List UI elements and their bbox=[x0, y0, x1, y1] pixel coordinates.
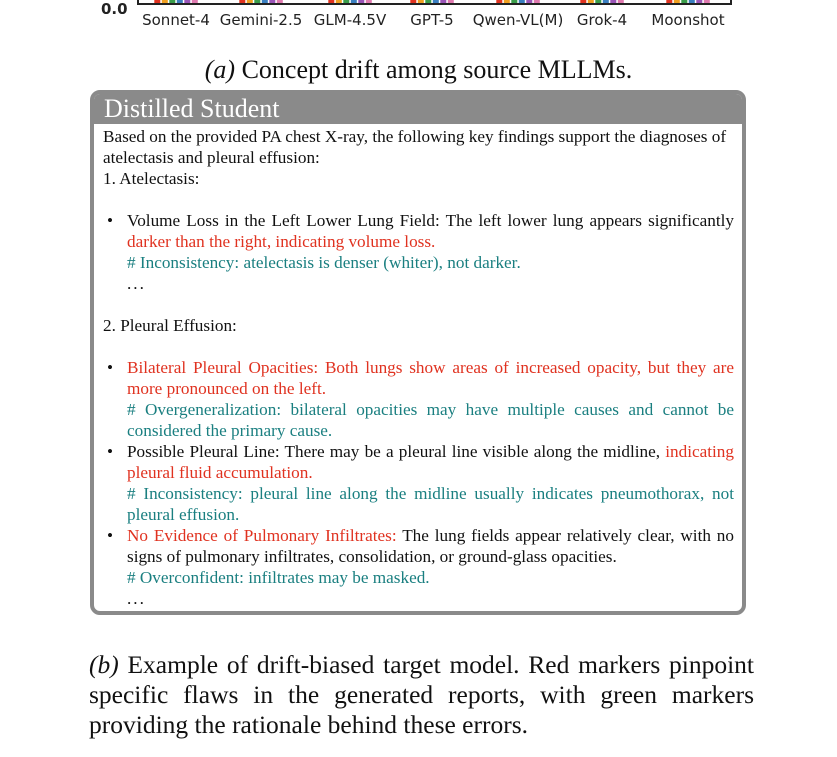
x-tick-label: Sonnet-4 bbox=[142, 11, 210, 29]
list-item bbox=[103, 525, 734, 609]
flaw-marker: darker than the right, indicating volume loss. bbox=[127, 232, 436, 251]
x-axis-tick-labels bbox=[142, 11, 725, 29]
flaw-marker: No Evidence of Pulmonary Infiltrates: bbox=[127, 526, 397, 545]
caption-b bbox=[89, 650, 754, 740]
caption-a-text: Concept drift among source MLLMs. bbox=[235, 55, 633, 84]
section-1-heading: 1. Atelectasis: bbox=[103, 169, 200, 188]
x-tick-label: Gemini-2.5 bbox=[219, 11, 303, 29]
caption-a-tag: (a) bbox=[204, 55, 236, 84]
list-item bbox=[103, 441, 734, 525]
x-tick-label: Qwen-VL(M) bbox=[472, 11, 564, 29]
x-tick-label: Grok-4 bbox=[576, 11, 628, 29]
rationale-note: # Inconsistency: pleural line along the midline usually indicates pneumothorax, not pleural effusion. bbox=[127, 484, 734, 524]
section-2-list bbox=[103, 357, 734, 609]
x-tick-label: GPT-5 bbox=[410, 11, 454, 29]
caption-b-text: Example of drift-biased target model. Red markers pinpoint specific flaws in the generated reports, with green markers providing the rationale behind these errors. bbox=[89, 650, 754, 739]
list-item bbox=[103, 210, 734, 294]
caption-a bbox=[0, 54, 837, 86]
report-intro: Based on the provided PA chest X-ray, the following key findings support the diagnoses of atelectasis and pleural effusion: bbox=[103, 127, 727, 167]
list-item bbox=[103, 357, 734, 441]
x-tick-label: Moonshot bbox=[651, 11, 725, 29]
distilled-student-panel bbox=[90, 90, 746, 615]
rationale-note: # Overgeneralization: bilateral opacities may have multiple causes and cannot be considered the primary cause. bbox=[127, 400, 734, 440]
finding-text: Volume Loss in the Left Lower Lung Field: The left lower lung appears significantly bbox=[127, 211, 734, 230]
flaw-marker: Bilateral Pleural Opacities: Both lungs show areas of increased opacity, but they are more pronounced on the left. bbox=[127, 358, 734, 398]
rationale-note: # Inconsistency: atelectasis is denser (whiter), not darker. bbox=[127, 253, 521, 272]
x-tick-label: GLM-4.5V bbox=[313, 11, 387, 29]
section-2-heading: 2. Pleural Effusion: bbox=[103, 316, 237, 335]
y-axis-zero-label: 0.0 bbox=[101, 0, 128, 18]
ellipsis: ... bbox=[127, 589, 146, 608]
rationale-note: # Overconfident: infiltrates may be masked. bbox=[127, 568, 430, 587]
finding-text: Possible Pleural Line: There may be a pleural line visible along the midline, bbox=[127, 442, 666, 461]
section-1-list bbox=[103, 210, 734, 294]
chart-x-axis-strip bbox=[0, 0, 837, 32]
flaw-marker: indicating pleural fluid accumulation. bbox=[127, 442, 734, 482]
panel-body bbox=[94, 124, 742, 609]
caption-b-tag: (b) bbox=[89, 650, 119, 679]
finding-text: The lung fields appear relatively clear, with no signs of pulmonary infiltrates, consolidation, or ground-glass opacities. bbox=[127, 526, 734, 566]
panel-title: Distilled Student bbox=[94, 94, 742, 124]
ellipsis: ... bbox=[127, 274, 146, 293]
